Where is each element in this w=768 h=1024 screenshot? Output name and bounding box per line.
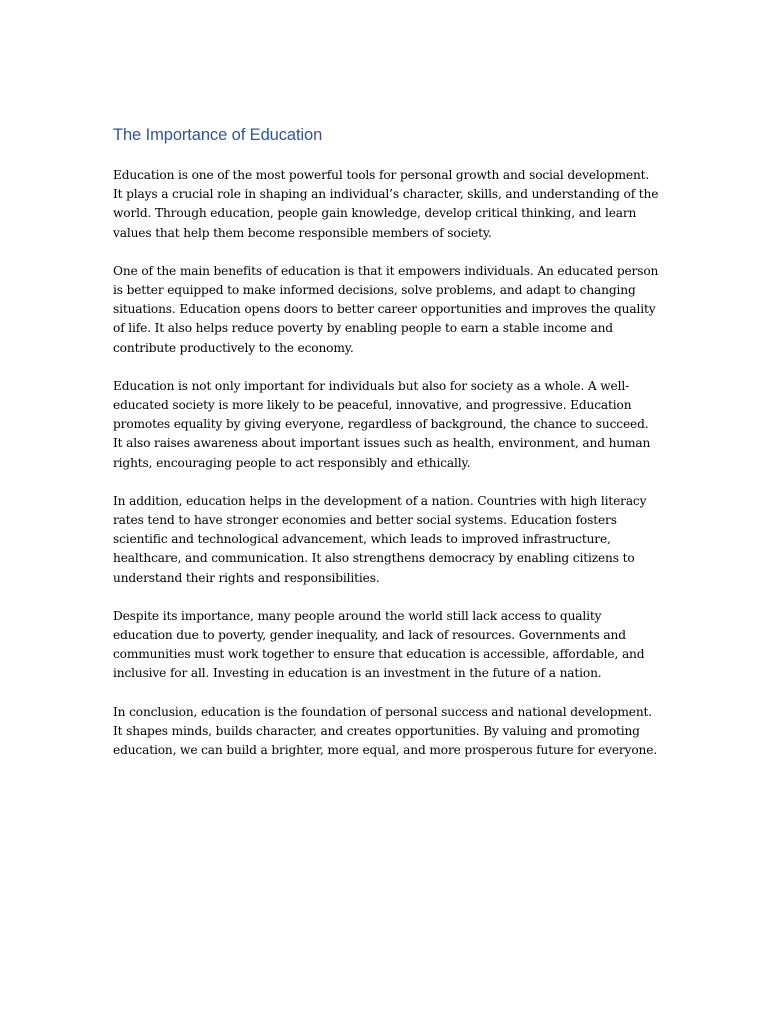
paragraph-3: Education is not only important for individuals but also for society as a whole. A well-educated society is more likely to be peaceful, innovative, and progressive. Education promotes equality by giving everyone, regardless of background, the chance to succeed. It also raises awareness about important issues such as health, environment, and human rights, encouraging people to act responsibly and ethically. (113, 378, 651, 470)
paragraph-6: In conclusion, education is the foundation of personal success and national development. It shapes minds, builds character, and creates opportunities. By valuing and promoting education, we can build a brighter, more equal, and more prosperous future for everyone. (113, 704, 658, 758)
document-title: The Importance of Education (113, 126, 323, 144)
paragraph-2: One of the main benefits of education is that it empowers individuals. An educated person is better equipped to make informed decisions, solve problems, and adapt to changing situations. Education opens doors to better career opportunities and improves the quality of life. It also helps reduce poverty by enabling people to earn a stable income and contribute productively to the economy. (113, 263, 659, 355)
paragraph-4: In addition, education helps in the development of a nation. Countries with high literacy rates tend to have stronger economies and better social systems. Education fosters scientific and technological advancement, which leads to improved infrastructure, healthcare, and communication. It also strengthens democracy by enabling citizens to understand their rights and responsibilities. (113, 493, 647, 585)
paragraph-5: Despite its importance, many people around the world still lack access to quality education due to poverty, gender inequality, and lack of resources. Governments and communities must work together to ensure that education is accessible, affordable, and inclusive for all. Investing in education is an investment in the future of a nation. (113, 608, 645, 681)
paragraph-1: Education is one of the most powerful tools for personal growth and social development. It plays a crucial role in shaping an individual’s character, skills, and understanding of the world. Through education, people gain knowledge, develop critical thinking, and learn values that help them become responsible members of society. (113, 168, 659, 240)
document-body (113, 124, 661, 779)
